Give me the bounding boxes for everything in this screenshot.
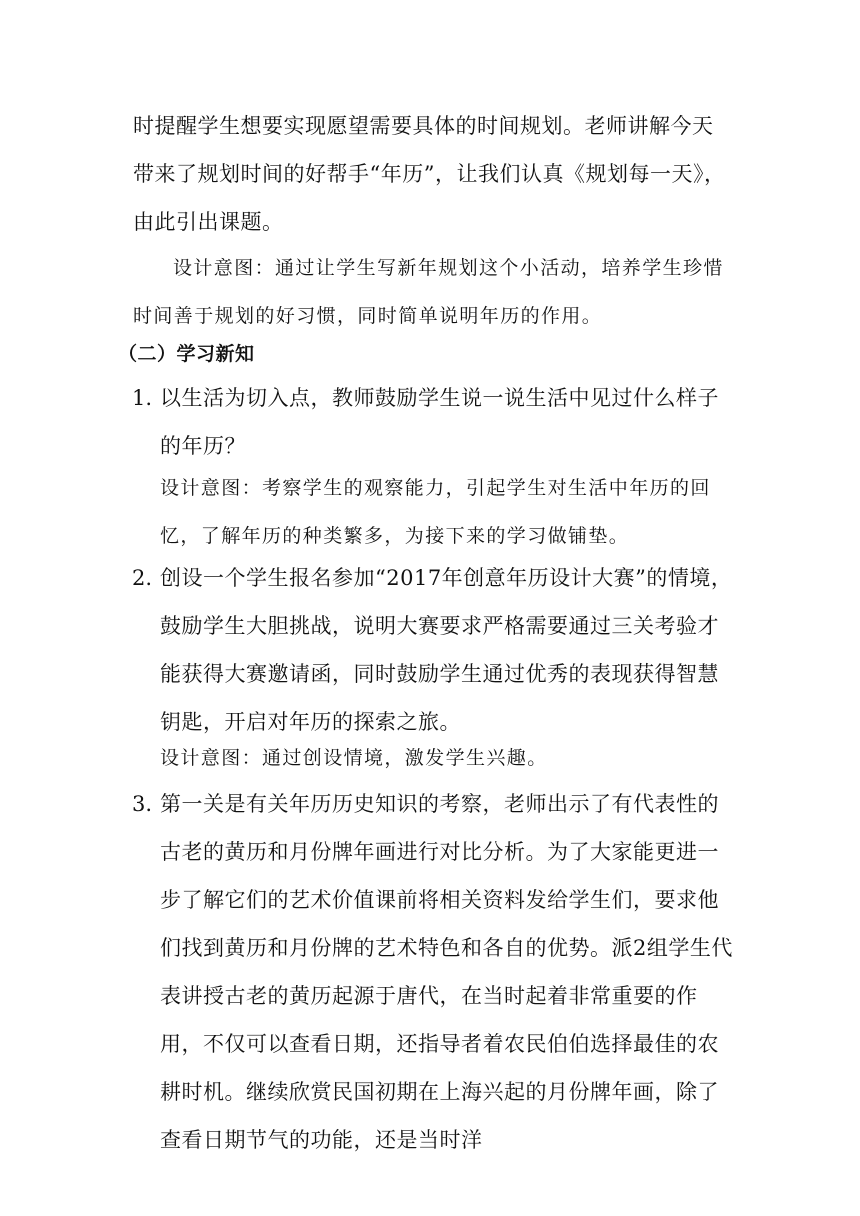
section-heading: （二）学习新知 [118,343,255,365]
item-1-text: 以生活为切入点，教师鼓励学生说一说生活中见过什么样子的年历？ [160,386,719,458]
item-2-design-intent: 设计意图：通过创设情境，激发学生兴趣。 [160,747,548,769]
item-2-number: 2. [132,566,153,590]
item-3-number: 3. [132,792,153,816]
item-1-design-intent: 设计意图：考察学生的观察能力，引起学生对生活中年历的回忆，了解年历的种类繁多，为接下来的学习做铺垫。 [160,477,711,547]
item-1-number: 1. [132,386,153,410]
item-2-text: 创设一个学生报名参加“2017年创意年历设计大赛”的情境，鼓励学生大胆挑战，说明大赛要求严格需要通过三关考验才能获得大赛邀请函，同时鼓励学生通过优秀的表现获得智慧钥匙，开启对年历的探索之旅。 [160,566,733,734]
intro-design-intent: 设计意图：通过让学生写新年规划这个小活动，培养学生珍惜时间善于规划的好习惯，同时简单说明年历的作用。 [133,257,724,327]
item-3-text: 第一关是有关年历历史知识的考察，老师出示了有代表性的古老的黄历和月份牌年画进行对比分析。为了大家能更进一步了解它们的艺术价值课前将相关资料发给学生们，要求他们找到黄历和月份牌的艺术特色和各自的优势。派2组学生代表讲授古老的黄历起源于唐代，在当时起着非常重要的作用，不仅可以查看日期，还指导者着农民伯伯选择最佳的农耕时机。继续欣赏民国初期在上海兴起的月份牌年画，除了查看日期节气的功能，还是当时洋 [160,792,733,1152]
intro-paragraph: 时提醒学生想要实现愿望需要具体的时间规划。老师讲解今天带来了规划时间的好帮手“年历”，让我们认真《规划每一天》，由此引出课题。 [133,114,726,234]
